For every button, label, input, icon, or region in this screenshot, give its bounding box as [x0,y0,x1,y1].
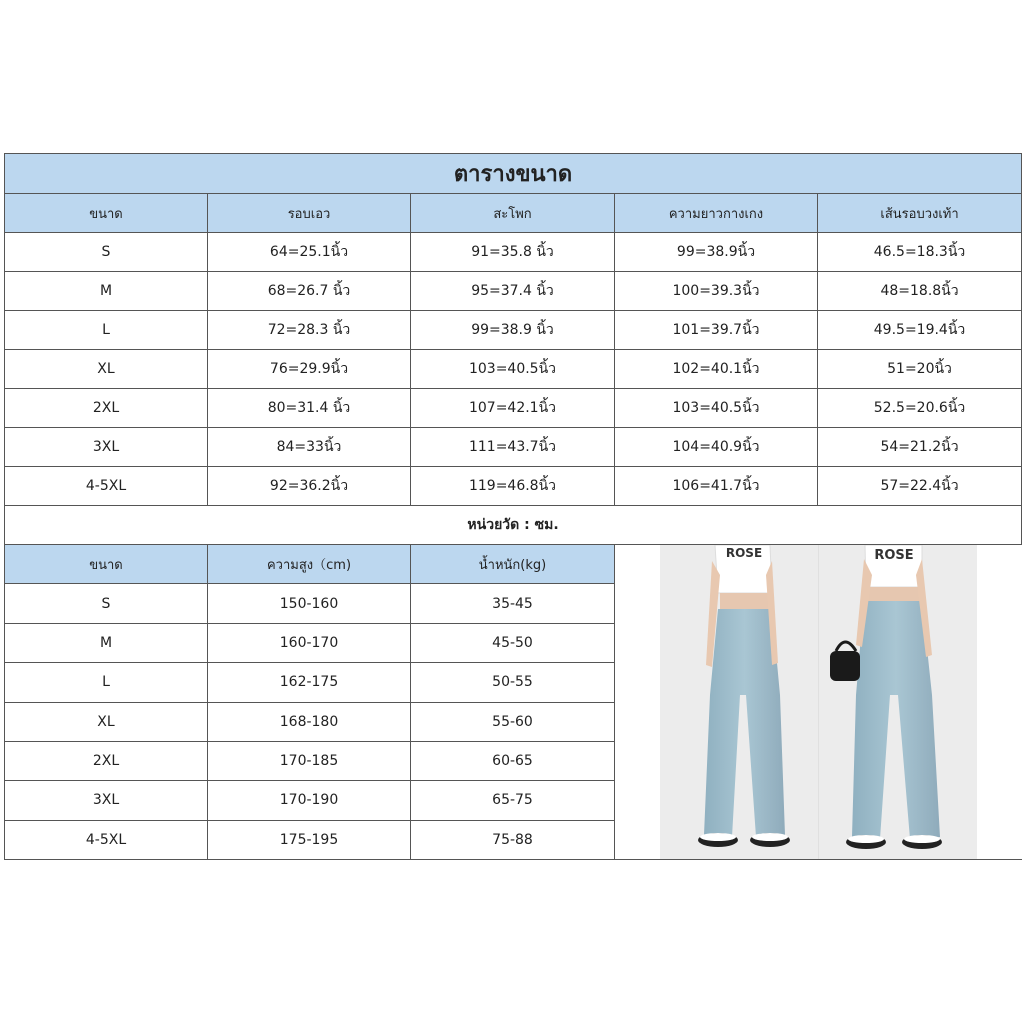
table-row [5,428,1022,467]
measure-cell: 99=38.9 นิ้ว [411,311,615,350]
product-photo-cell [615,545,1022,860]
fit-cell: 55-60 [411,702,615,741]
fit-header-row [5,545,1022,584]
measure-cell: 92=36.2นิ้ว [208,467,411,506]
product-photo [660,545,977,859]
measure-cell: 100=39.3นิ้ว [615,272,818,311]
unit-note-row [5,506,1022,545]
fit-cell: 160-170 [208,623,411,662]
size-cell: 2XL [5,389,208,428]
fit-cell: 65-75 [411,781,615,820]
size-cell: XL [5,702,208,741]
measure-cell: 103=40.5นิ้ว [615,389,818,428]
table-row [5,311,1022,350]
table-row [5,233,1022,272]
fit-cell: 50-55 [411,663,615,702]
size-cell: M [5,272,208,311]
unit-note: หน่วยวัด : ซม. [5,506,1022,545]
column-header: ความยาวกางเกง [615,194,818,233]
measure-cell: 119=46.8นิ้ว [411,467,615,506]
fit-cell: 45-50 [411,623,615,662]
fit-cell: 162-175 [208,663,411,702]
size-cell: M [5,623,208,662]
measure-cell: 49.5=19.4นิ้ว [818,311,1022,350]
table-row [5,272,1022,311]
column-header: รอบเอว [208,194,411,233]
measure-cell: 104=40.9นิ้ว [615,428,818,467]
fit-cell: 75-88 [411,820,615,859]
measure-cell: 76=29.9นิ้ว [208,350,411,389]
size-cell: S [5,233,208,272]
fit-cell: 175-195 [208,820,411,859]
column-header: เส้นรอบวงเท้า [818,194,1022,233]
measure-cell: 107=42.1นิ้ว [411,389,615,428]
measure-cell: 103=40.5นิ้ว [411,350,615,389]
chart-title: ตารางขนาด [5,154,1022,194]
measure-cell: 72=28.3 นิ้ว [208,311,411,350]
fit-cell: 170-185 [208,741,411,780]
measure-cell: 106=41.7นิ้ว [615,467,818,506]
size-cell: 4-5XL [5,820,208,859]
fit-cell: 168-180 [208,702,411,741]
measure-cell: 68=26.7 นิ้ว [208,272,411,311]
measure-cell: 80=31.4 นิ้ว [208,389,411,428]
measure-cell: 111=43.7นิ้ว [411,428,615,467]
measure-cell: 46.5=18.3นิ้ว [818,233,1022,272]
measure-cell: 95=37.4 นิ้ว [411,272,615,311]
table-row [5,389,1022,428]
size-cell: L [5,663,208,702]
measure-cell: 91=35.8 นิ้ว [411,233,615,272]
measure-cell: 102=40.1นิ้ว [615,350,818,389]
shirt-print: ROSE [874,548,914,563]
fit-cell: 60-65 [411,741,615,780]
size-chart [4,153,1021,860]
size-cell: L [5,311,208,350]
size-cell: 4-5XL [5,467,208,506]
size-cell: 3XL [5,428,208,467]
measure-cell: 52.5=20.6นิ้ว [818,389,1022,428]
jeans-models-image [660,545,977,859]
table-row [5,467,1022,506]
table-row [5,350,1022,389]
size-cell: S [5,584,208,623]
fit-cell: 35-45 [411,584,615,623]
measure-cell: 64=25.1นิ้ว [208,233,411,272]
shirt-print: ROSE [725,546,763,560]
column-header: ขนาด [5,194,208,233]
measure-cell: 99=38.9นิ้ว [615,233,818,272]
fit-cell: 150-160 [208,584,411,623]
size-cell: XL [5,350,208,389]
size-chart-table [4,153,1022,860]
measure-header-row [5,194,1022,233]
column-header: น้ำหนัก(kg) [411,545,615,584]
measure-cell: 51=20นิ้ว [818,350,1022,389]
column-header: ความสูง（cm) [208,545,411,584]
measure-cell: 84=33นิ้ว [208,428,411,467]
fit-cell: 170-190 [208,781,411,820]
measure-cell: 101=39.7นิ้ว [615,311,818,350]
measure-cell: 57=22.4นิ้ว [818,467,1022,506]
measure-cell: 48=18.8นิ้ว [818,272,1022,311]
measure-cell: 54=21.2นิ้ว [818,428,1022,467]
size-cell: 3XL [5,781,208,820]
column-header: สะโพก [411,194,615,233]
column-header: ขนาด [5,545,208,584]
size-cell: 2XL [5,741,208,780]
